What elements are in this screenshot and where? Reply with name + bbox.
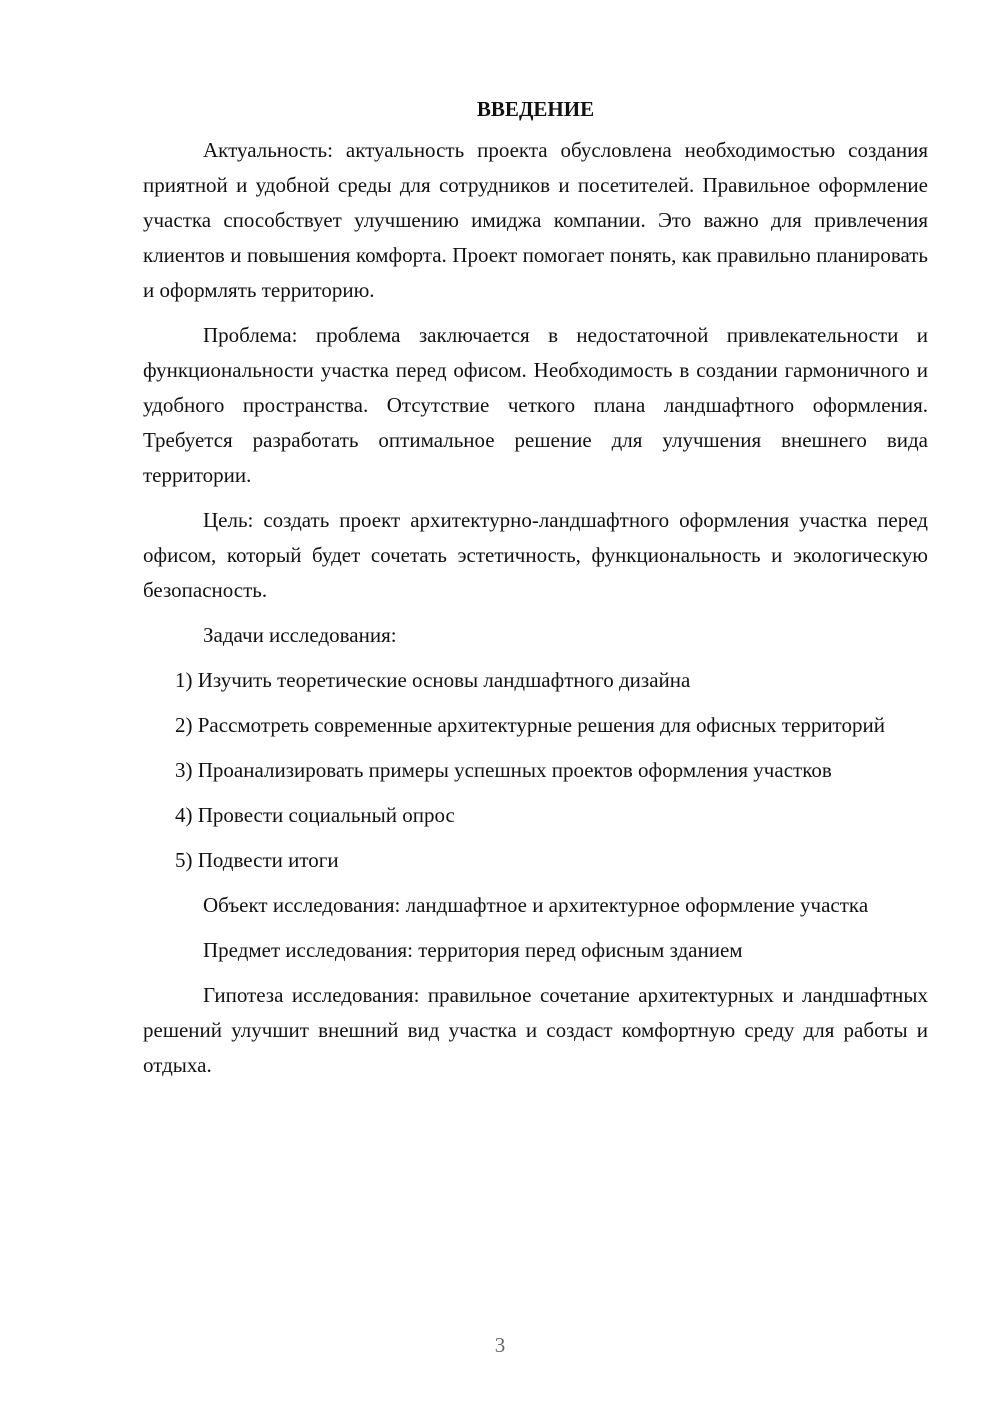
paragraph-goal: Цель: создать проект архитектурно-ландшафтного оформления участка перед офисом, который будет сочетать эстетичность, функциональность и экологическую безопасность. [143,508,928,602]
page-body [143,92,928,1093]
list-item: 3) Проанализировать примеры успешных проектов оформления участков [175,758,832,782]
paragraph-object: Объект исследования: ландшафтное и архитектурное оформление участка [203,893,869,917]
tasks-list [143,663,928,878]
list-item: 2) Рассмотреть современные архитектурные решения для офисных территорий [175,713,885,737]
paragraph-hypothesis: Гипотеза исследования: правильное сочетание архитектурных и ландшафтных решений улучшит внешний вид участка и создаст комфортную среду для работы и отдыха. [143,983,928,1077]
paragraph-subject: Предмет исследования: территория перед офисным зданием [203,938,743,962]
paragraph-relevance: Актуальность: актуальность проекта обусловлена необходимостью создания приятной и удобной среды для сотрудников и посетителей. Правильное оформление участка способствует улучшению имиджа компании. Это важно для привлечения клиентов и повышения комфорта. Проект помогает понять, как правильно планировать и оформлять территорию. [143,138,928,302]
paragraph-problem: Проблема: проблема заключается в недостаточной привлекательности и функциональности участка перед офисом. Необходимость в создании гармоничного и удобного пространства. Отсутствие четкого плана ландшафтного оформления. Требуется разработать оптимальное решение для улучшения внешнего вида территории. [143,323,928,487]
list-item: 1) Изучить теоретические основы ландшафтного дизайна [175,668,691,692]
list-item: 5) Подвести итоги [175,848,339,872]
page-number: 3 [494,1333,506,1357]
tasks-heading: Задачи исследования: [203,623,397,647]
list-item: 4) Провести социальный опрос [175,803,455,827]
section-heading: ВВЕДЕНИЕ [476,97,595,121]
